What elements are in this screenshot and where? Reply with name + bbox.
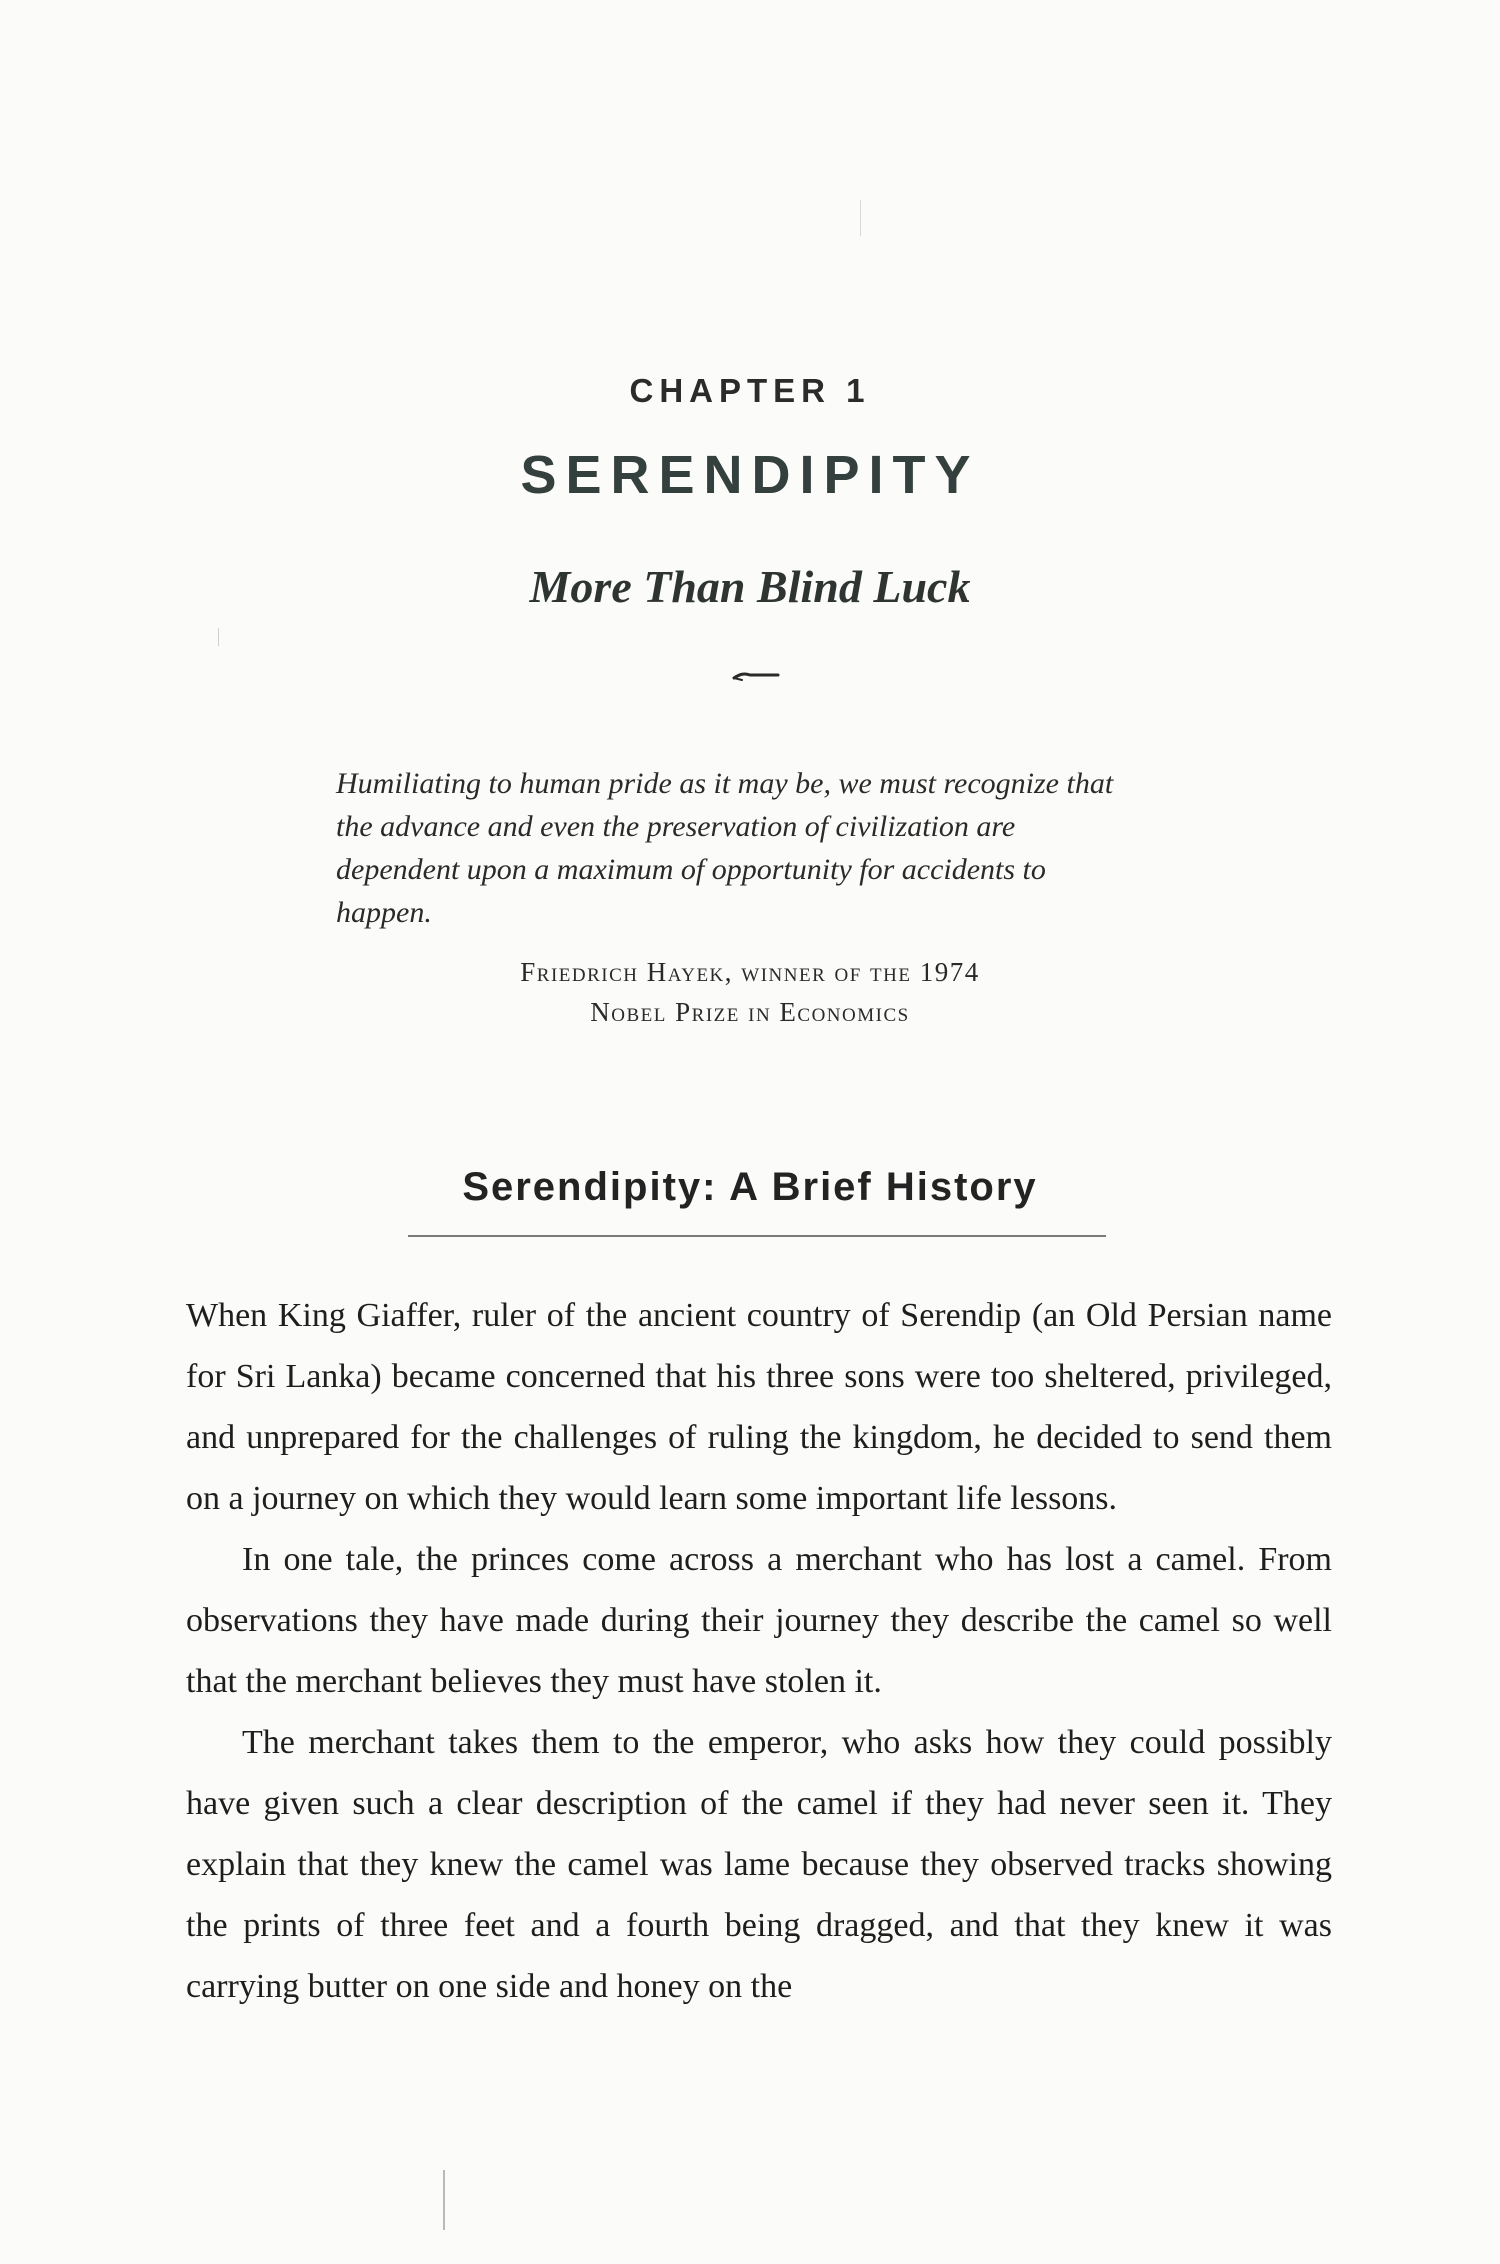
scan-artifact: [443, 2170, 445, 2230]
section-divider: [408, 1235, 1106, 1237]
attribution-line-2: Nobel Prize in Economics: [590, 997, 910, 1027]
chapter-title: SERENDIPITY: [520, 445, 980, 505]
section-heading: Serendipity: A Brief History: [462, 1165, 1038, 1209]
attribution-line-1: Friedrich Hayek, winner of the 1974: [520, 957, 980, 987]
epigraph-attribution: [0, 952, 1500, 1032]
body-text: [186, 1285, 1332, 2017]
scan-artifact: [218, 628, 219, 646]
chapter-label: CHAPTER 1: [629, 372, 871, 409]
body-paragraph-1: When King Giaffer, ruler of the ancient country of Serendip (an Old Persian name for Sri Lanka) became concerned that his three sons were too sheltered, privileged, and unprepared for the challenges of ruling the kingdom, he decided to send them on a journey on which they would learn some important life lessons.: [186, 1297, 1332, 1517]
ornament-dash-icon: [732, 668, 780, 682]
body-paragraph-2: In one tale, the princes come across a merchant who has lost a camel. From observations they have made during their journey they describe the camel so well that the merchant believes they must have stolen it.: [186, 1541, 1332, 1700]
scan-artifact: [860, 200, 861, 236]
epigraph-quote: Humiliating to human pride as it may be, we must recognize that the advance and even the preservation of civilization are dependent upon a maximum of opportunity for accidents to happen.: [336, 767, 1114, 929]
body-paragraph-3: The merchant takes them to the emperor, who asks how they could possibly have given such a clear description of the camel if they had never seen it. They explain that they knew the camel was lame because they observed tracks showing the prints of three feet and a fourth being dragged, and that they knew it was carrying butter on one side and honey on the: [186, 1724, 1332, 2005]
chapter-subtitle: More Than Blind Luck: [529, 561, 971, 612]
